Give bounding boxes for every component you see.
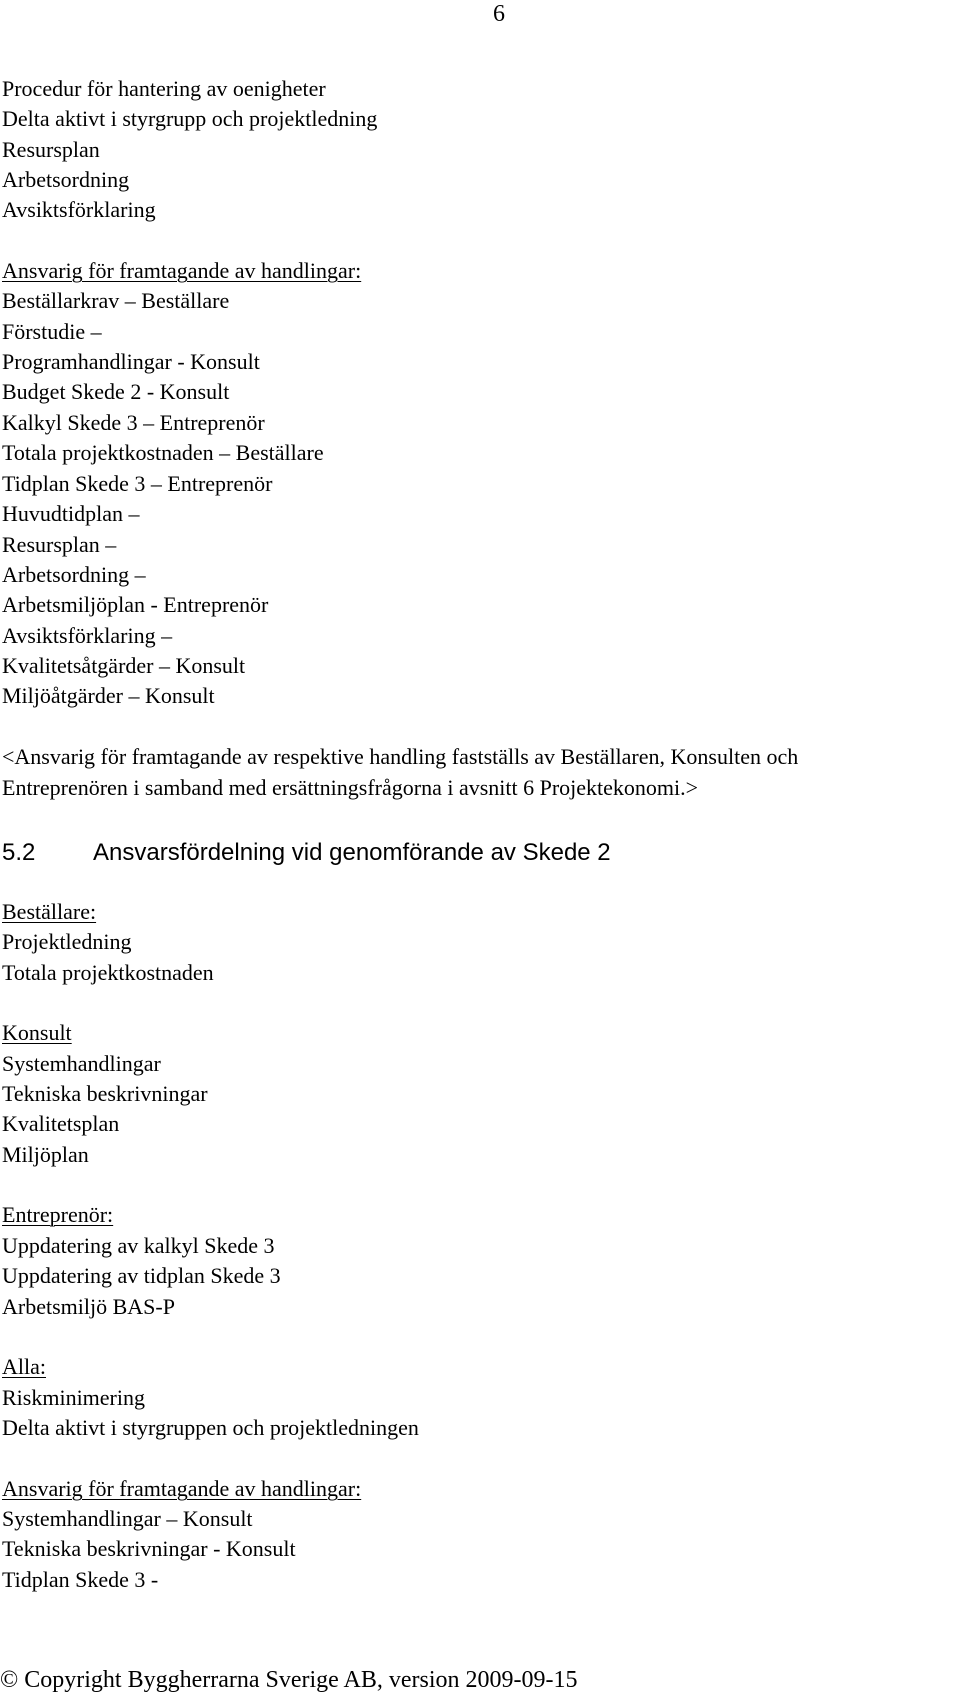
konsult-heading: Konsult: [2, 1020, 72, 1045]
bestallare-heading: Beställare:: [2, 899, 97, 924]
list-item: Miljöåtgärder – Konsult: [2, 683, 215, 708]
list-item: Totala projektkostnaden: [2, 960, 214, 985]
page-number: 6: [493, 1, 505, 27]
list-item: Tidplan Skede 3 – Entreprenör: [2, 471, 273, 496]
list-item: Kvalitetsplan: [2, 1111, 120, 1136]
copyright-footer: © Copyright Byggherrarna Sverige AB, version 2009-09-15: [0, 1667, 578, 1693]
list-item: Arbetsmiljö BAS-P: [2, 1294, 175, 1319]
list-item: Kalkyl Skede 3 – Entreprenör: [2, 410, 265, 435]
text-line: Avsiktsförklaring: [2, 197, 156, 222]
list-item: Avsiktsförklaring –: [2, 623, 173, 648]
list-item: Totala projektkostnaden – Beställare: [2, 440, 324, 465]
list-item: Delta aktivt i styrgruppen och projektledningen: [2, 1415, 419, 1440]
text-line: Delta aktivt i styrgrupp och projektledning: [2, 106, 378, 131]
list-item: Projektledning: [2, 929, 132, 954]
section-number: 5.2: [2, 839, 36, 866]
section-title: Ansvarsfördelning vid genomförande av Skede 2: [93, 839, 611, 866]
note-line: <Ansvarig för framtagande av respektive handling fastställs av Beställaren, Konsulten och: [2, 744, 799, 769]
list-item: Budget Skede 2 - Konsult: [2, 379, 230, 404]
section-heading: [2, 839, 611, 867]
list-item: Tidplan Skede 3 -: [2, 1567, 159, 1592]
list-item: Arbetsordning –: [2, 562, 146, 587]
note-line: Entreprenören i samband med ersättningsfrågorna i avsnitt 6 Projektekonomi.>: [2, 775, 699, 800]
alla-heading: Alla:: [2, 1354, 46, 1379]
list-item: Uppdatering av kalkyl Skede 3: [2, 1233, 275, 1258]
list-item: Arbetsmiljöplan - Entreprenör: [2, 592, 269, 617]
list-item: Uppdatering av tidplan Skede 3: [2, 1263, 281, 1288]
list-item: Kvalitetsåtgärder – Konsult: [2, 653, 246, 678]
list-item: Förstudie –: [2, 319, 102, 344]
list-item: Programhandlingar - Konsult: [2, 349, 260, 374]
list-item: Tekniska beskrivningar: [2, 1081, 208, 1106]
list-item: Systemhandlingar: [2, 1051, 161, 1076]
list-item: Resursplan –: [2, 532, 117, 557]
list-item: Beställarkrav – Beställare: [2, 288, 230, 313]
list-item: Huvudtidplan –: [2, 501, 140, 526]
text-line: Arbetsordning: [2, 167, 130, 192]
responsibility-heading: Ansvarig för framtagande av handlingar:: [2, 258, 362, 283]
list-item: Tekniska beskrivningar - Konsult: [2, 1536, 296, 1561]
responsibility-heading-2: Ansvarig för framtagande av handlingar:: [2, 1476, 362, 1501]
list-item: Riskminimering: [2, 1385, 145, 1410]
text-line: Procedur för hantering av oenigheter: [2, 76, 326, 101]
text-line: Resursplan: [2, 137, 100, 162]
list-item: Miljöplan: [2, 1142, 89, 1167]
list-item: Systemhandlingar – Konsult: [2, 1506, 253, 1531]
entreprenor-heading: Entreprenör:: [2, 1202, 114, 1227]
